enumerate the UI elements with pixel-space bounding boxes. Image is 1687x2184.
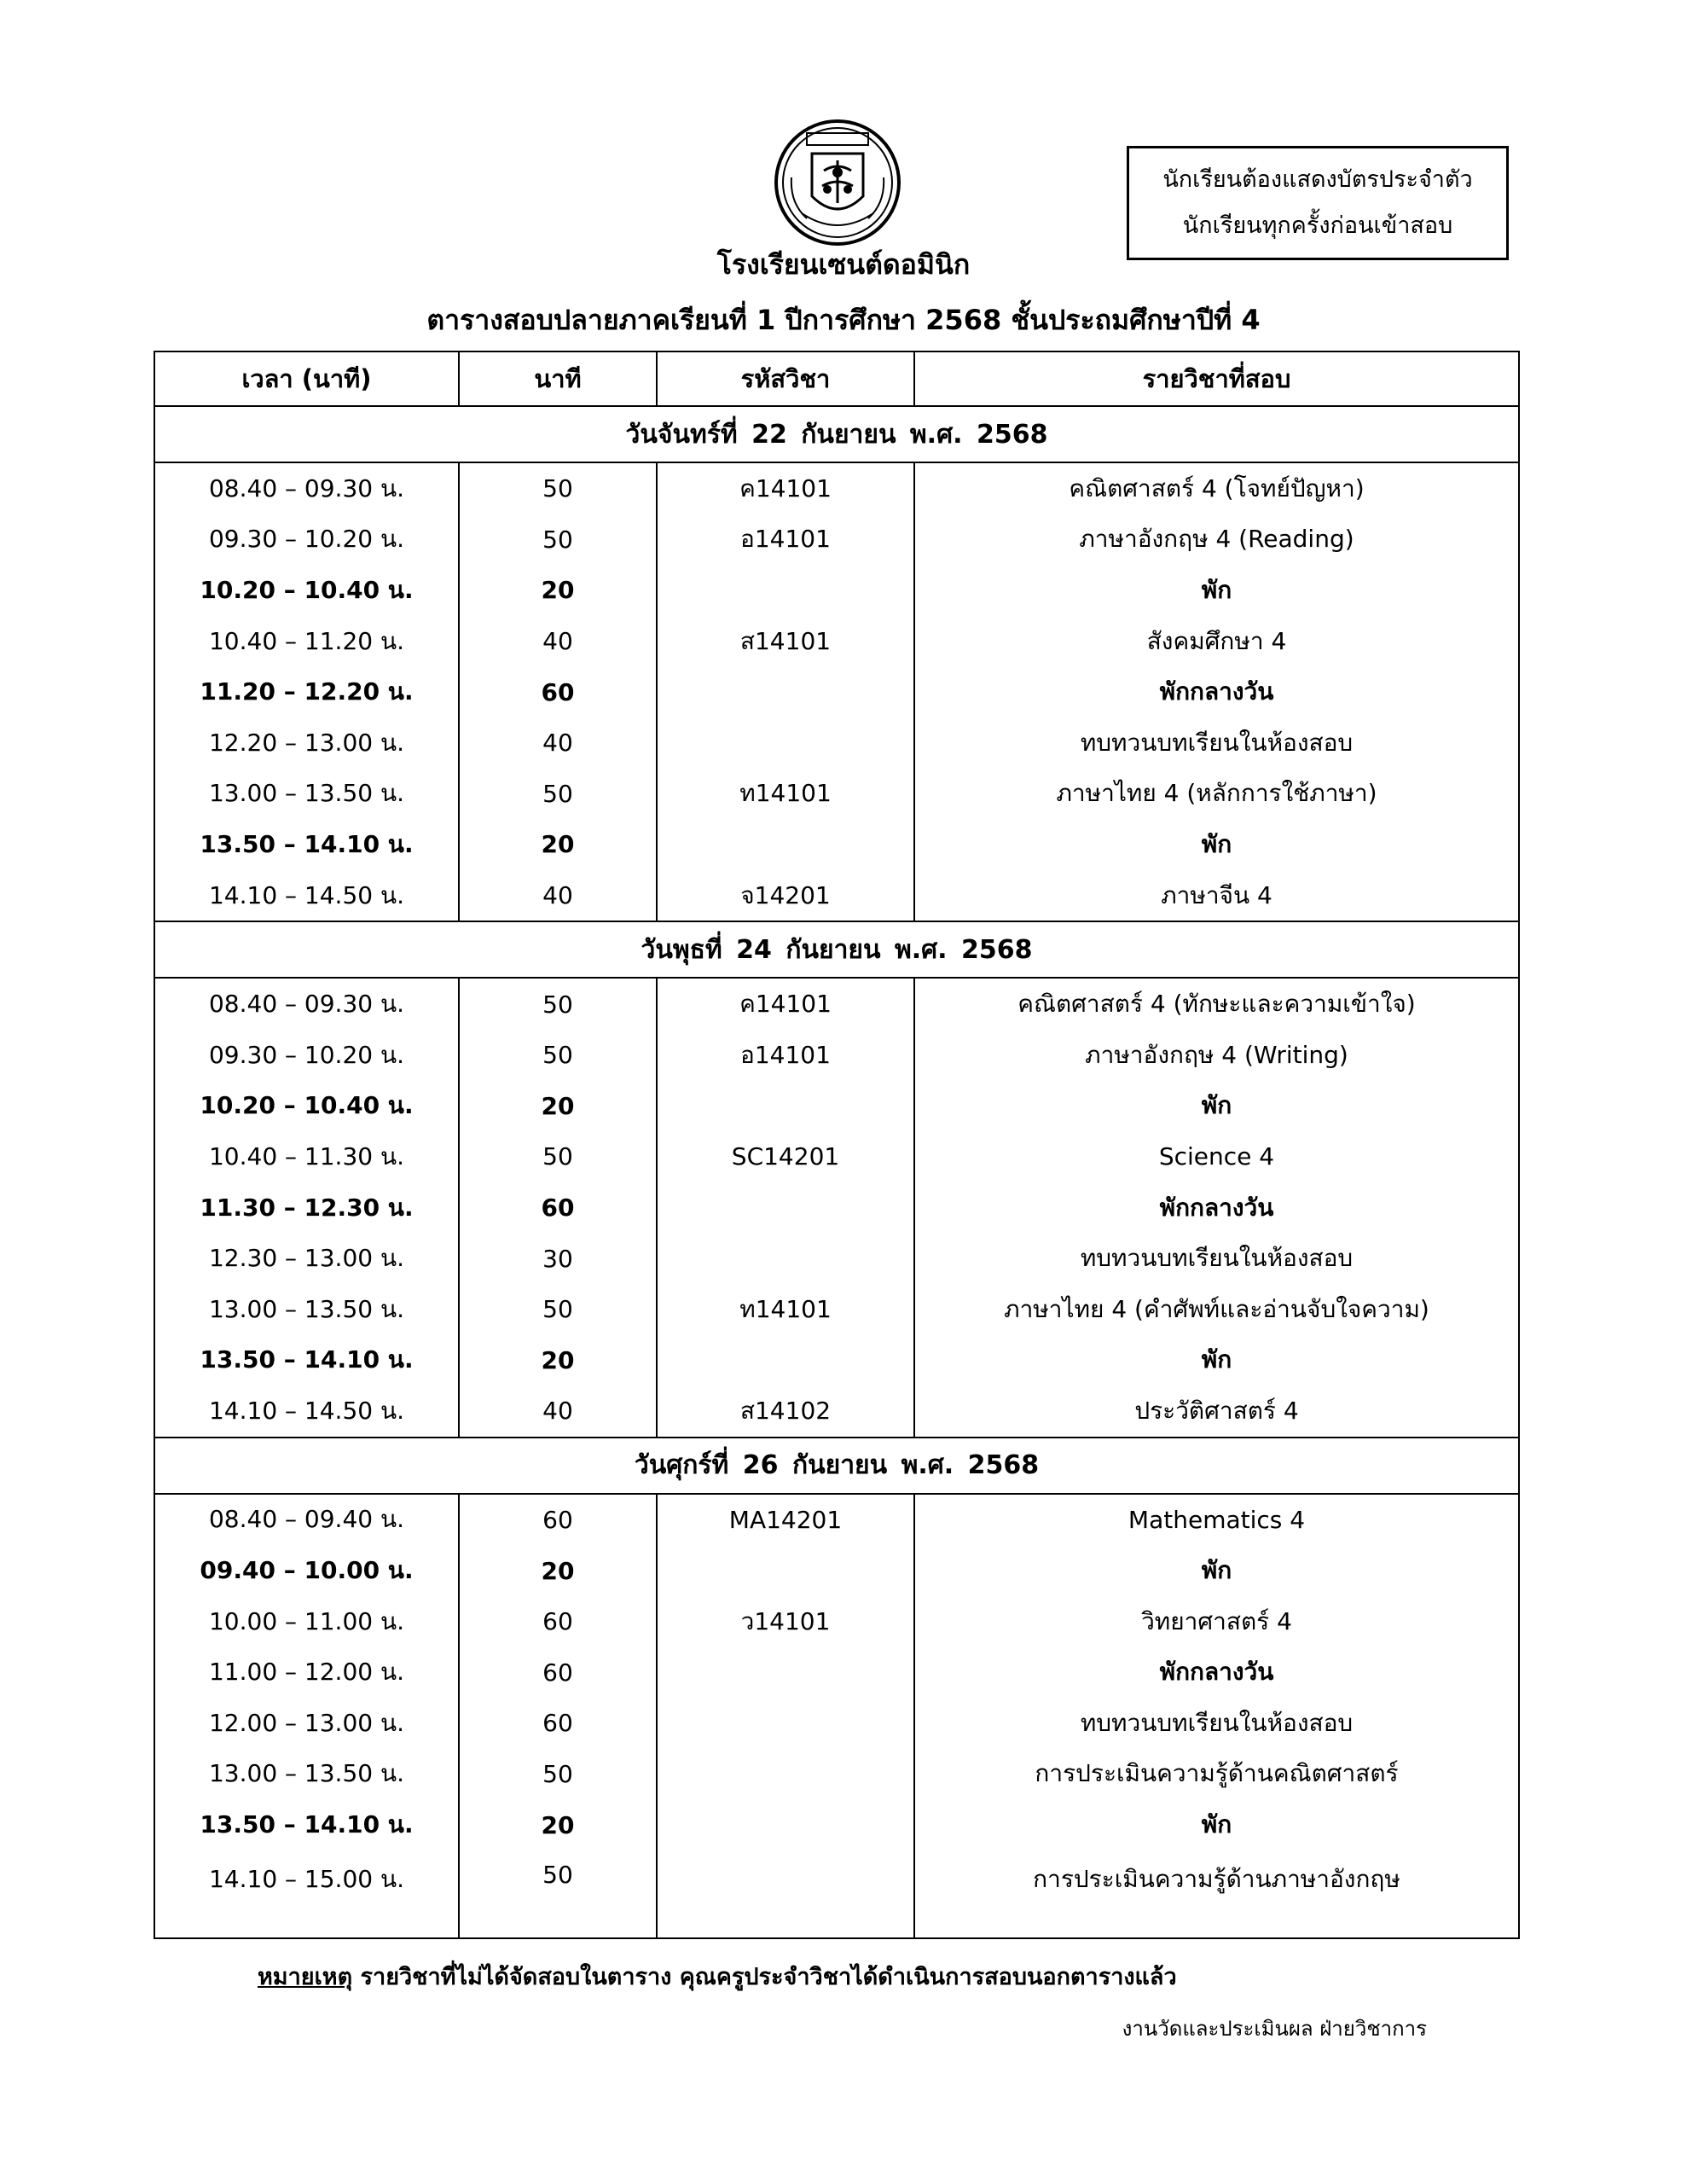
schedule-row [154,769,1519,820]
exam-schedule-table [154,351,1520,1939]
cell-minutes: 50 [459,978,657,1030]
cell-subject: ทบทวนบทเรียนในห้องสอบ [914,717,1519,769]
schedule-row [154,1182,1519,1234]
cell-subject: ภาษาอังกฤษ 4 (Writing) [914,1030,1519,1081]
cell-time: 13.50 – 14.10 น. [154,819,459,870]
cell-subject: Science 4 [914,1131,1519,1182]
cell-minutes: 50 [459,514,657,566]
cell-minutes: 40 [459,1385,657,1438]
cell-code: อ14101 [657,1030,914,1081]
header-minutes: นาที [459,351,657,406]
cell-subject: สังคมศึกษา 4 [914,616,1519,667]
cell-code: จ14201 [657,870,914,922]
day-title: วันศุกร์ที่ 26 กันยายน พ.ศ. 2568 [154,1438,1519,1494]
cell-code: ค14101 [657,978,914,1030]
cell-code [657,565,914,616]
schedule-row [154,1850,1519,1938]
cell-minutes: 60 [459,1596,657,1647]
header-subject: รายวิชาที่สอบ [914,351,1519,406]
cell-code: ค14101 [657,462,914,514]
cell-subject: การประเมินความรู้ด้านคณิตศาสตร์ [914,1749,1519,1800]
cell-minutes: 60 [459,1494,657,1546]
schedule-row [154,1596,1519,1647]
cell-minutes: 20 [459,819,657,870]
cell-minutes: 40 [459,717,657,769]
cell-code [657,1545,914,1596]
day-header-row [154,1438,1519,1494]
schedule-row [154,870,1519,922]
cell-subject: ภาษาอังกฤษ 4 (Reading) [914,514,1519,566]
cell-minutes: 50 [459,1284,657,1335]
cell-code [657,1647,914,1698]
cell-code: ส14102 [657,1385,914,1438]
cell-minutes: 60 [459,666,657,717]
school-name: โรงเรียนเซนต์ดอมินิก [716,248,971,281]
cell-time: 13.00 – 13.50 น. [154,1749,459,1800]
schedule-row [154,1081,1519,1132]
cell-code [657,1799,914,1850]
remark-note [258,1958,1177,1995]
cell-code: ส14101 [657,616,914,667]
schedule-row [154,978,1519,1030]
cell-code [657,1233,914,1284]
cell-subject: ภาษาไทย 4 (คำศัพท์และอ่านจับใจความ) [914,1284,1519,1335]
schedule-row [154,1030,1519,1081]
cell-subject: พัก [914,819,1519,870]
schedule-row [154,819,1519,870]
cell-minutes: 20 [459,1335,657,1386]
cell-subject: พัก [914,1799,1519,1850]
schedule-row [154,1233,1519,1284]
cell-subject: พัก [914,1545,1519,1596]
cell-subject: การประเมินความรู้ด้านภาษาอังกฤษ [914,1850,1519,1938]
cell-code: ท14101 [657,1284,914,1335]
day-title: วันพุธที่ 24 กันยายน พ.ศ. 2568 [154,921,1519,978]
cell-time: 14.10 – 14.50 น. [154,870,459,922]
day-header-row [154,921,1519,978]
schedule-row [154,1131,1519,1182]
cell-time: 11.00 – 12.00 น. [154,1647,459,1698]
cell-time: 10.40 – 11.30 น. [154,1131,459,1182]
cell-subject: พักกลางวัน [914,1182,1519,1234]
cell-subject: พัก [914,1335,1519,1386]
cell-time: 08.40 – 09.30 น. [154,978,459,1030]
cell-code: SC14201 [657,1131,914,1182]
cell-code: ท14101 [657,769,914,820]
cell-minutes: 20 [459,1799,657,1850]
cell-time: 09.30 – 10.20 น. [154,514,459,566]
cell-code [657,1081,914,1132]
cell-minutes: 50 [459,462,657,514]
cell-time: 13.50 – 14.10 น. [154,1799,459,1850]
cell-minutes: 50 [459,1749,657,1800]
cell-minutes: 50 [459,769,657,820]
schedule-row [154,616,1519,667]
cell-code [657,717,914,769]
cell-minutes: 20 [459,1081,657,1132]
schedule-row [154,1799,1519,1850]
cell-minutes: 20 [459,565,657,616]
cell-code: ว14101 [657,1596,914,1647]
cell-subject: ภาษาไทย 4 (หลักการใช้ภาษา) [914,769,1519,820]
cell-subject: Mathematics 4 [914,1494,1519,1546]
document-title: ตารางสอบปลายภาคเรียนที่ 1 ปีการศึกษา 2568 ชั้นประถมศึกษาปีที่ 4 [426,304,1261,336]
cell-minutes: 50 [459,1131,657,1182]
cell-subject: พัก [914,565,1519,616]
schedule-row [154,1284,1519,1335]
cell-time: 09.40 – 10.00 น. [154,1545,459,1596]
schedule-row [154,1698,1519,1749]
cell-code [657,1698,914,1749]
cell-time: 10.20 – 10.40 น. [154,565,459,616]
cell-code: อ14101 [657,514,914,566]
cell-subject: คณิตศาสตร์ 4 (โจทย์ปัญหา) [914,462,1519,514]
cell-time: 12.00 – 13.00 น. [154,1698,459,1749]
schedule-row [154,1335,1519,1386]
schedule-row [154,717,1519,769]
cell-time: 12.20 – 13.00 น. [154,717,459,769]
cell-minutes: 30 [459,1233,657,1284]
notice-line-1: นักเรียนต้องแสดงบัตรประจำตัว [1162,166,1473,193]
cell-time: 10.00 – 11.00 น. [154,1596,459,1647]
cell-code [657,666,914,717]
cell-time: 11.30 – 12.30 น. [154,1182,459,1234]
cell-subject: วิทยาศาสตร์ 4 [914,1596,1519,1647]
cell-subject: พักกลางวัน [914,666,1519,717]
notice-line-2: นักเรียนทุกครั้งก่อนเข้าสอบ [1182,212,1453,239]
cell-minutes: 60 [459,1647,657,1698]
header-time: เวลา (นาที) [154,351,459,406]
cell-time: 10.40 – 11.20 น. [154,616,459,667]
schedule-row [154,666,1519,717]
cell-code [657,819,914,870]
cell-code [657,1335,914,1386]
schedule-row [154,1647,1519,1698]
header-code: รหัสวิชา [657,351,914,406]
cell-subject: คณิตศาสตร์ 4 (ทักษะและความเข้าใจ) [914,978,1519,1030]
cell-minutes: 40 [459,616,657,667]
schedule-row [154,462,1519,514]
cell-time: 08.40 – 09.40 น. [154,1494,459,1546]
cell-subject: ประวัติศาสตร์ 4 [914,1385,1519,1438]
cell-time: 14.10 – 14.50 น. [154,1385,459,1438]
day-header-row [154,406,1519,462]
footer-department: งานวัดและประเมินผล ฝ่ายวิชาการ [1122,2017,1427,2041]
cell-code [657,1749,914,1800]
cell-subject: พักกลางวัน [914,1647,1519,1698]
cell-subject: ทบทวนบทเรียนในห้องสอบ [914,1233,1519,1284]
schedule-row [154,1494,1519,1546]
cell-subject: ทบทวนบทเรียนในห้องสอบ [914,1698,1519,1749]
schedule-row [154,1545,1519,1596]
cell-minutes: 40 [459,870,657,922]
cell-time: 12.30 – 13.00 น. [154,1233,459,1284]
schedule-row [154,565,1519,616]
cell-minutes: 60 [459,1698,657,1749]
cell-time: 13.00 – 13.50 น. [154,769,459,820]
cell-minutes: 50 [459,1850,657,1938]
cell-time: 10.20 – 10.40 น. [154,1081,459,1132]
cell-minutes: 50 [459,1030,657,1081]
schedule-row [154,1749,1519,1800]
cell-time: 11.20 – 12.20 น. [154,666,459,717]
cell-subject: พัก [914,1081,1519,1132]
cell-time: 08.40 – 09.30 น. [154,462,459,514]
schedule-row [154,514,1519,566]
cell-subject: ภาษาจีน 4 [914,870,1519,922]
cell-code: MA14201 [657,1494,914,1546]
day-title: วันจันทร์ที่ 22 กันยายน พ.ศ. 2568 [154,406,1519,462]
cell-time: 14.10 – 15.00 น. [154,1850,459,1938]
cell-code [657,1850,914,1938]
cell-time: 13.50 – 14.10 น. [154,1335,459,1386]
schedule-row [154,1385,1519,1438]
remark-label: หมายเหตุ [258,1964,353,1990]
cell-code [657,1182,914,1234]
cell-time: 09.30 – 10.20 น. [154,1030,459,1081]
cell-time: 13.00 – 13.50 น. [154,1284,459,1335]
cell-minutes: 20 [459,1545,657,1596]
remark-text: รายวิชาที่ไม่ได้จัดสอบในตาราง คุณครูประจำวิชาได้ดำเนินการสอบนอกตารางแล้ว [352,1964,1177,1990]
table-header-row [154,351,1519,406]
cell-minutes: 60 [459,1182,657,1234]
school-logo [773,118,902,247]
